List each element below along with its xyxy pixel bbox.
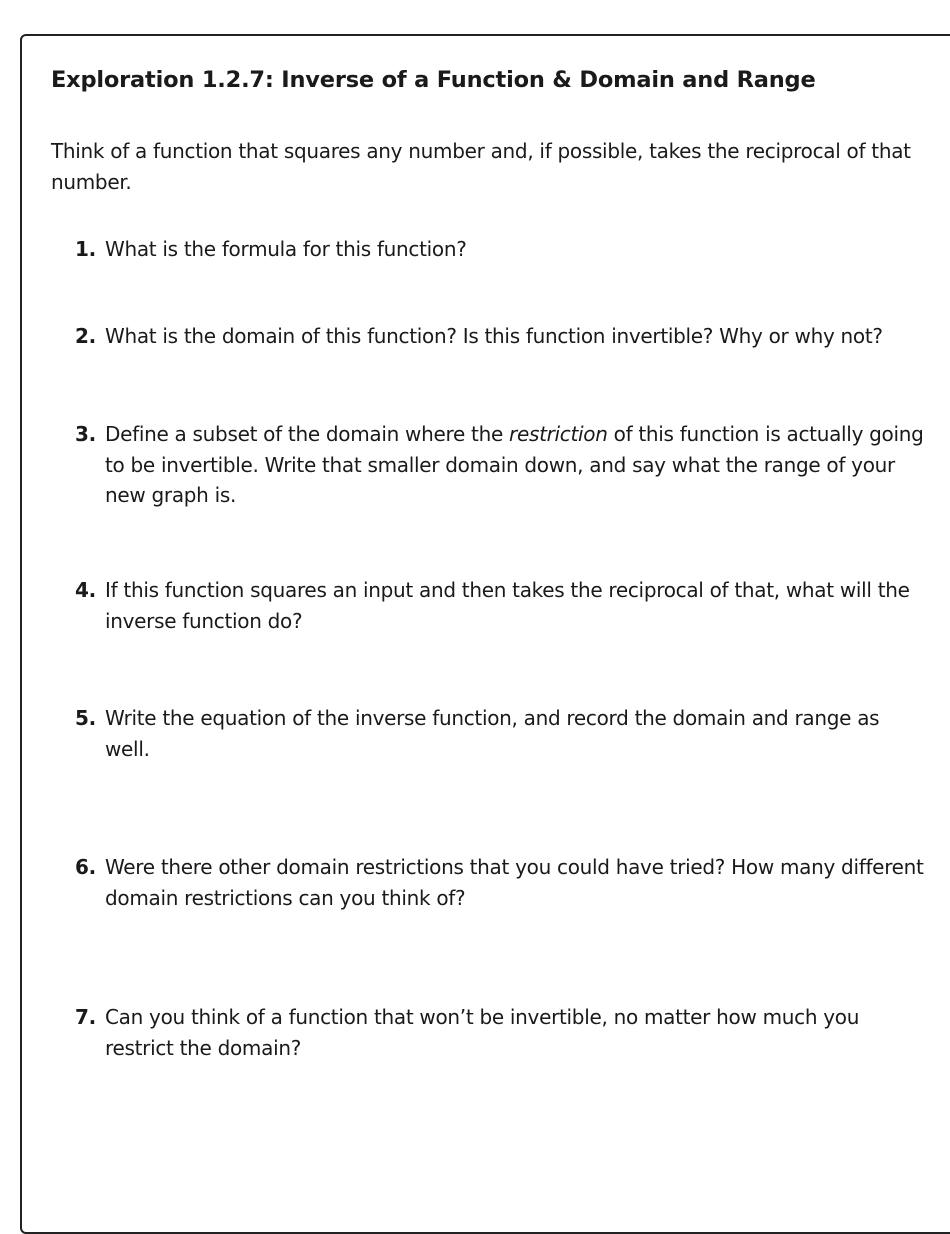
question-number: 5. <box>75 706 96 730</box>
question-number: 2. <box>75 324 96 348</box>
question-text: What is the domain of this function? Is this function invertible? Why or why not? <box>105 324 883 348</box>
question-text-after: of this function is actually going to be invertible. Write that smaller domain down, and say what the range of your new graph is. <box>105 422 924 507</box>
question-6 <box>75 852 925 913</box>
question-number: 3. <box>75 422 96 446</box>
question-text: If this function squares an input and then takes the reciprocal of that, what will the inverse function do? <box>105 578 910 633</box>
question-number: 1. <box>75 237 96 261</box>
question-text: Write the equation of the inverse function, and record the domain and range as well. <box>105 706 880 761</box>
question-emphasis: restriction <box>509 422 608 446</box>
question-text-before: Define a subset of the domain where the <box>105 422 510 446</box>
question-7 <box>75 1002 925 1063</box>
question-number: 4. <box>75 578 96 602</box>
question-text: Were there other domain restrictions that you could have tried? How many different domain restrictions can you think of? <box>105 855 924 910</box>
question-text <box>105 419 925 511</box>
exploration-title: Exploration 1.2.7: Inverse of a Function & Domain and Range <box>51 67 816 93</box>
question-5 <box>75 703 925 764</box>
question-3 <box>75 419 925 511</box>
question-text: What is the formula for this function? <box>105 237 467 261</box>
question-4 <box>75 575 925 636</box>
question-number: 7. <box>75 1005 96 1029</box>
question-1 <box>75 234 925 265</box>
question-text: Can you think of a function that won’t be invertible, no matter how much you restrict the domain? <box>105 1005 860 1060</box>
intro-paragraph: Think of a function that squares any number and, if possible, takes the reciprocal of that number. <box>51 139 911 194</box>
question-number: 6. <box>75 855 96 879</box>
question-2 <box>75 321 925 352</box>
